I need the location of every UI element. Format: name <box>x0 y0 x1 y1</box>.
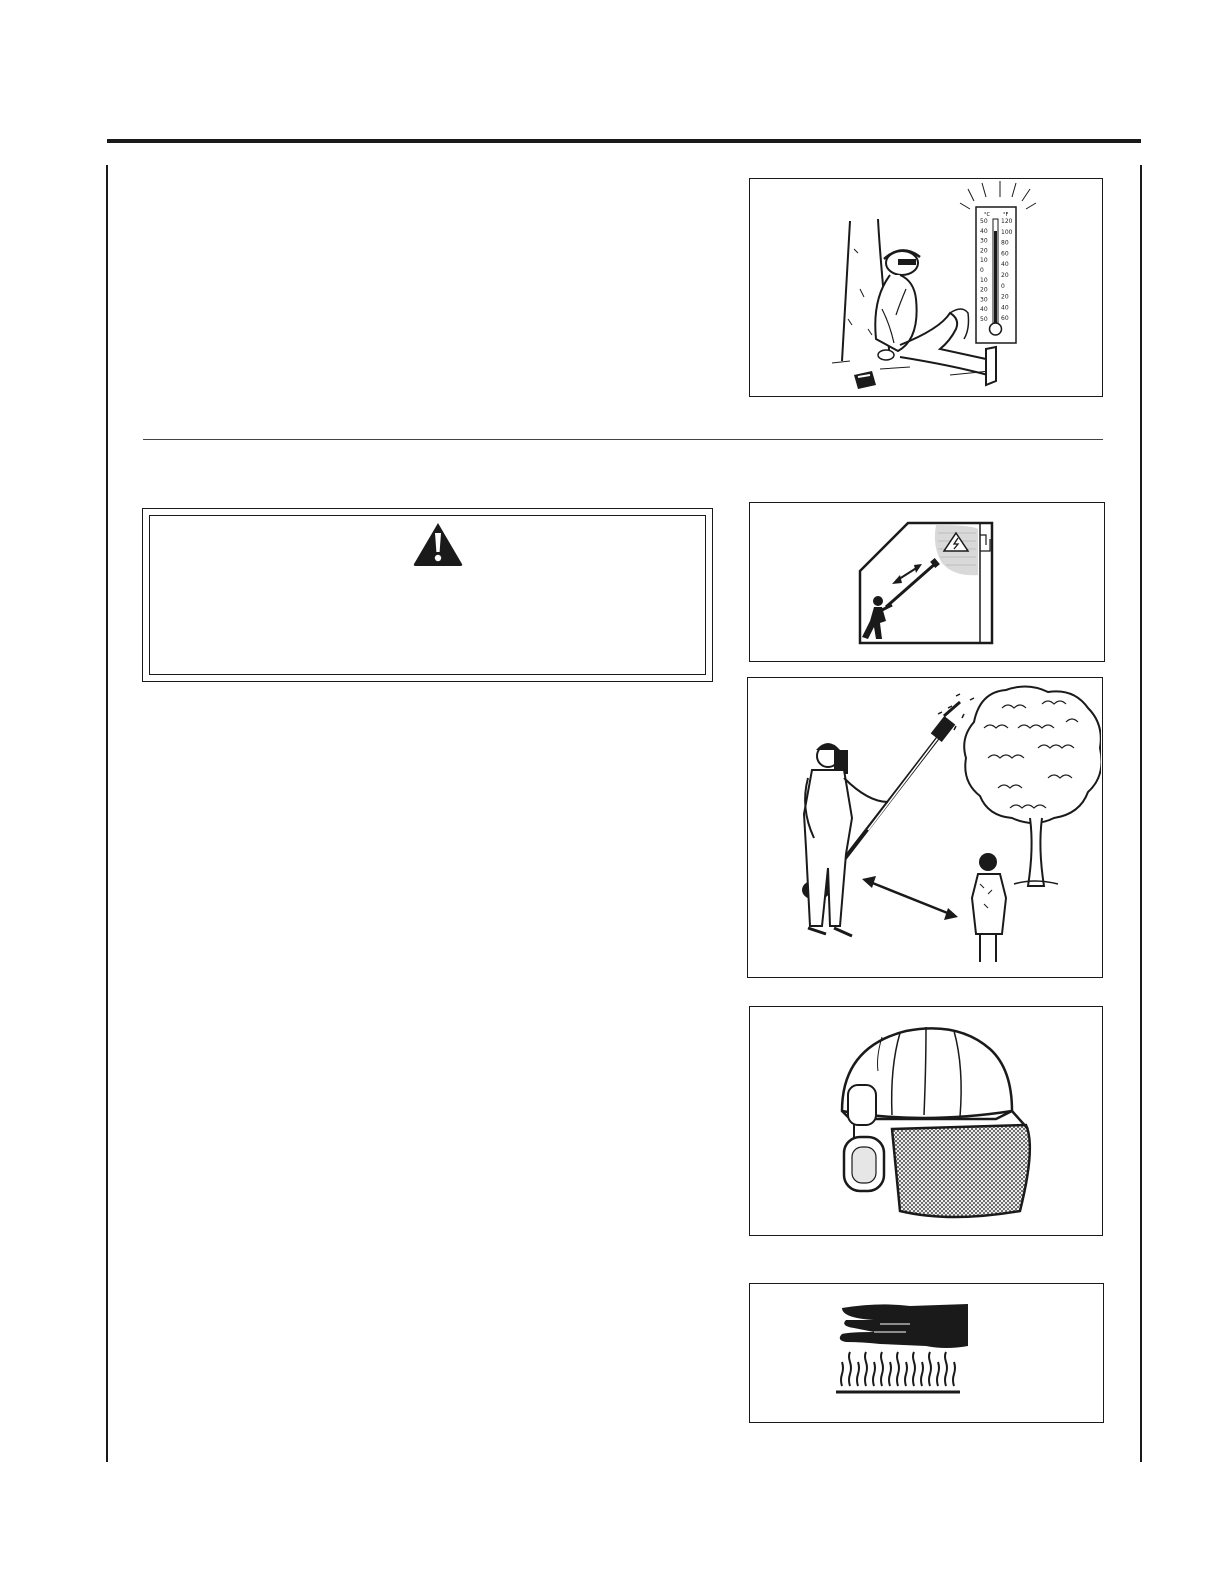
fahrenheit-tick-label: 40 <box>1001 304 1009 312</box>
celsius-tick-label: 40 <box>980 306 988 314</box>
bystander-distance-illustration <box>747 677 1103 978</box>
celsius-tick-label: 50 <box>980 316 988 323</box>
fahrenheit-tick-label: 80 <box>1001 239 1009 247</box>
power-line-distance-illustration <box>749 502 1105 662</box>
fahrenheit-unit-label: °F <box>1003 212 1009 218</box>
left-margin-rule <box>106 165 108 1462</box>
celsius-tick-label: 20 <box>980 247 988 255</box>
section-divider <box>143 439 1103 440</box>
fahrenheit-tick-label: 0 <box>1001 282 1005 290</box>
fahrenheit-tick-label: 60 <box>1001 250 1009 258</box>
header-rule <box>107 139 1141 143</box>
celsius-unit-label: °C <box>984 212 990 218</box>
celsius-tick-label: 0 <box>980 267 984 274</box>
fahrenheit-tick-label: 120 <box>1001 218 1013 225</box>
fahrenheit-tick-label: 40 <box>1001 261 1009 269</box>
right-margin-rule <box>1140 165 1142 1462</box>
celsius-tick-label: 50 <box>980 218 988 225</box>
celsius-tick-label: 30 <box>980 296 988 304</box>
celsius-tick-label: 30 <box>980 237 988 245</box>
celsius-tick-label: 20 <box>980 286 988 294</box>
helmet-face-shield-illustration <box>749 1006 1103 1236</box>
celsius-tick-label: 10 <box>980 276 988 284</box>
hot-surface-hand-illustration <box>749 1283 1104 1423</box>
warning-triangle-icon <box>412 521 464 567</box>
fahrenheit-tick-label: 100 <box>1001 228 1013 236</box>
fahrenheit-tick-label: 60 <box>1001 315 1009 323</box>
fahrenheit-tick-label: 20 <box>1001 293 1009 301</box>
fahrenheit-tick-label: 20 <box>1001 272 1009 279</box>
heat-exhaustion-illustration <box>749 178 1103 397</box>
celsius-tick-label: 40 <box>980 227 988 235</box>
celsius-tick-label: 10 <box>980 257 988 265</box>
